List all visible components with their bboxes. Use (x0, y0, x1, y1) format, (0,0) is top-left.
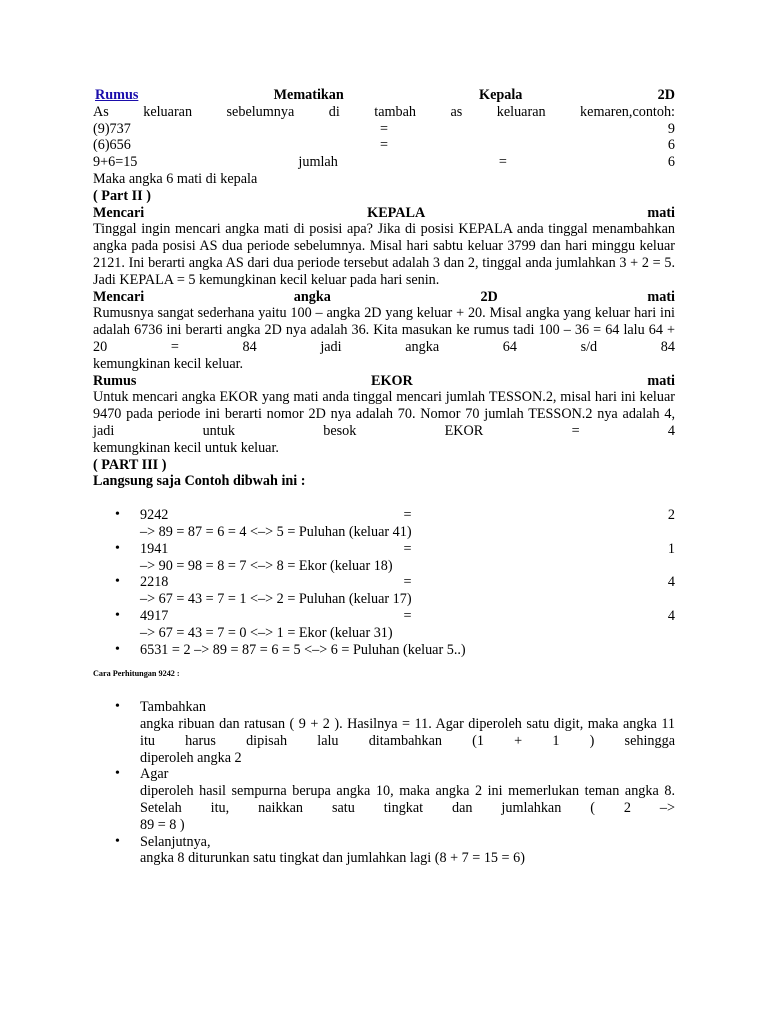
bullet-icon: • (115, 641, 120, 657)
section-title: Mencari angka 2D mati (93, 288, 675, 305)
item-detail: –> 89 = 87 = 6 = 4 <–> 5 = Puluhan (keluar 41) (140, 523, 412, 540)
list-item (93, 699, 675, 766)
example-list (93, 507, 675, 658)
example-row (93, 121, 675, 138)
part3-heading: ( PART III ) (93, 456, 167, 473)
section-body: Untuk mencari angka EKOR yang mati anda tinggal mencari jumlah TESSON.2, misal hari ini keluar 9470 pada periode ini berarti nomor 2D nya adalah 70. Nomor 70 jumlah TESSON.2 nya adalah 4, jadi untuk besok EKOR = 4 (93, 389, 675, 439)
item-eq: = (403, 607, 412, 624)
part2-heading: ( Part II ) (93, 187, 151, 204)
item-number: 1941 (140, 540, 169, 557)
calc-step-title: Agar (140, 766, 169, 783)
section-body: Rumusnya sangat sederhana yaitu 100 – angka 2D yang keluar + 20. Misal angka yang keluar hari ini adalah 6736 ini berarti angka 2D nya adalah 36. Kita masukan ke rumus tadi 100 – 36 = 64 lalu 64 + 20 = 84 jadi angka 64 s/d 84 (93, 305, 675, 355)
list-item (93, 541, 675, 575)
calc-step-body-last: diperoleh angka 2 (140, 749, 242, 766)
bullet-icon: • (115, 833, 120, 849)
list-item (93, 507, 675, 541)
item-detail: –> 90 = 98 = 8 = 7 <–> 8 = Ekor (keluar 18) (140, 557, 393, 574)
bullet-icon: • (115, 607, 120, 623)
bullet-icon: • (115, 574, 120, 590)
list-item (93, 608, 675, 642)
title-word: 2D (657, 87, 675, 103)
section-body-last: kemungkinan kecil keluar. (93, 355, 244, 372)
item-result: 4 (667, 574, 675, 591)
list-item (93, 642, 675, 659)
example-right: 6 (667, 154, 675, 171)
calc-list (93, 699, 675, 867)
example-eq: = (379, 137, 388, 154)
calc-step-body-last: 89 = 8 ) (140, 816, 185, 833)
section-body-last: Jadi KEPALA = 5 kemungkinan kecil keluar pada hari senin. (93, 271, 440, 288)
calc-step-body: angka ribuan dan ratusan ( 9 + 2 ). Hasilnya = 11. Agar diperoleh satu digit, maka angka 11 itu harus dipisah lalu ditambahkan (1 + 1 ) sehingga (140, 716, 675, 749)
calc-step-body-last: angka 8 diturunkan satu tingkat dan jumlahkan lagi (8 + 7 = 15 = 6) (140, 850, 525, 867)
example-left: (6)656 (93, 137, 131, 154)
calc-step-title: Selanjutnya, (140, 833, 211, 850)
item-result: 1 (667, 540, 675, 557)
item-detail: –> 67 = 43 = 7 = 0 <–> 1 = Ekor (keluar 31) (140, 624, 393, 641)
item-result: 2 (667, 507, 675, 524)
bullet-icon: • (115, 766, 120, 782)
item-eq: = (403, 574, 412, 591)
list-item (93, 834, 675, 868)
intro-conclusion: Maka angka 6 mati di kepala (93, 170, 258, 187)
example-word: jumlah (298, 154, 338, 171)
section-body: Tinggal ingin mencari angka mati di posisi apa? Jika di posisi KEPALA anda tinggal menambahkan angka pada posisi AS dua periode sebelumnya. Misal hari sabtu keluar 3799 dan hari minggu keluar 2121. Ini berarti angka AS dari dua periode tersebut adalah 3 dan 2, tinggal anda jumlahkan 3 + 2 = 5. (93, 221, 675, 271)
item-eq: = (403, 540, 412, 557)
section-body-last: kemungkinan kecil untuk keluar. (93, 439, 279, 456)
example-row (93, 137, 675, 154)
item-result: 4 (667, 607, 675, 624)
document-page (93, 87, 675, 867)
example-row (93, 154, 675, 171)
example-right: 9 (667, 120, 675, 137)
part3-subheading: Langsung saja Contoh dibwah ini : (93, 473, 306, 490)
item-detail: 6531 = 2 –> 89 = 87 = 6 = 5 <–> 6 = Puluhan (keluar 5..) (140, 641, 466, 658)
doc-title (93, 87, 675, 104)
item-detail: –> 67 = 43 = 7 = 1 <–> 2 = Puluhan (keluar 17) (140, 591, 412, 608)
example-right: 6 (667, 137, 675, 154)
calc-step-title: Tambahkan (140, 699, 206, 716)
list-item (93, 766, 675, 833)
example-eq: = (498, 154, 507, 171)
section-title: Mencari KEPALA mati (93, 204, 675, 221)
calc-step-body: diperoleh hasil sempurna berupa angka 10, maka angka 2 ini memerlukan teman angka 8. Setelah itu, naikkan satu tingkat dan jumlahkan ( 2 –> (140, 783, 675, 817)
intro-line: As keluaran sebelumnya di tambah as keluaran kemaren,contoh: (93, 103, 675, 120)
item-eq: = (403, 507, 412, 524)
example-left: 9+6=15 (93, 154, 138, 171)
bullet-icon: • (115, 540, 120, 556)
bullet-icon: • (115, 507, 120, 523)
section-title: Rumus EKOR mati (93, 372, 675, 389)
item-number: 2218 (140, 574, 169, 591)
item-number: 4917 (140, 607, 169, 624)
bullet-icon: • (115, 699, 120, 715)
title-word: Kepala (479, 87, 523, 103)
example-left: (9)737 (93, 120, 131, 137)
title-word: Mematikan (273, 87, 344, 103)
example-eq: = (379, 120, 388, 137)
rumus-link[interactable]: Rumus (95, 87, 139, 103)
item-number: 9242 (140, 507, 169, 524)
list-item (93, 574, 675, 608)
calc-heading: Cara Perhitungan 9242 : (93, 669, 180, 679)
